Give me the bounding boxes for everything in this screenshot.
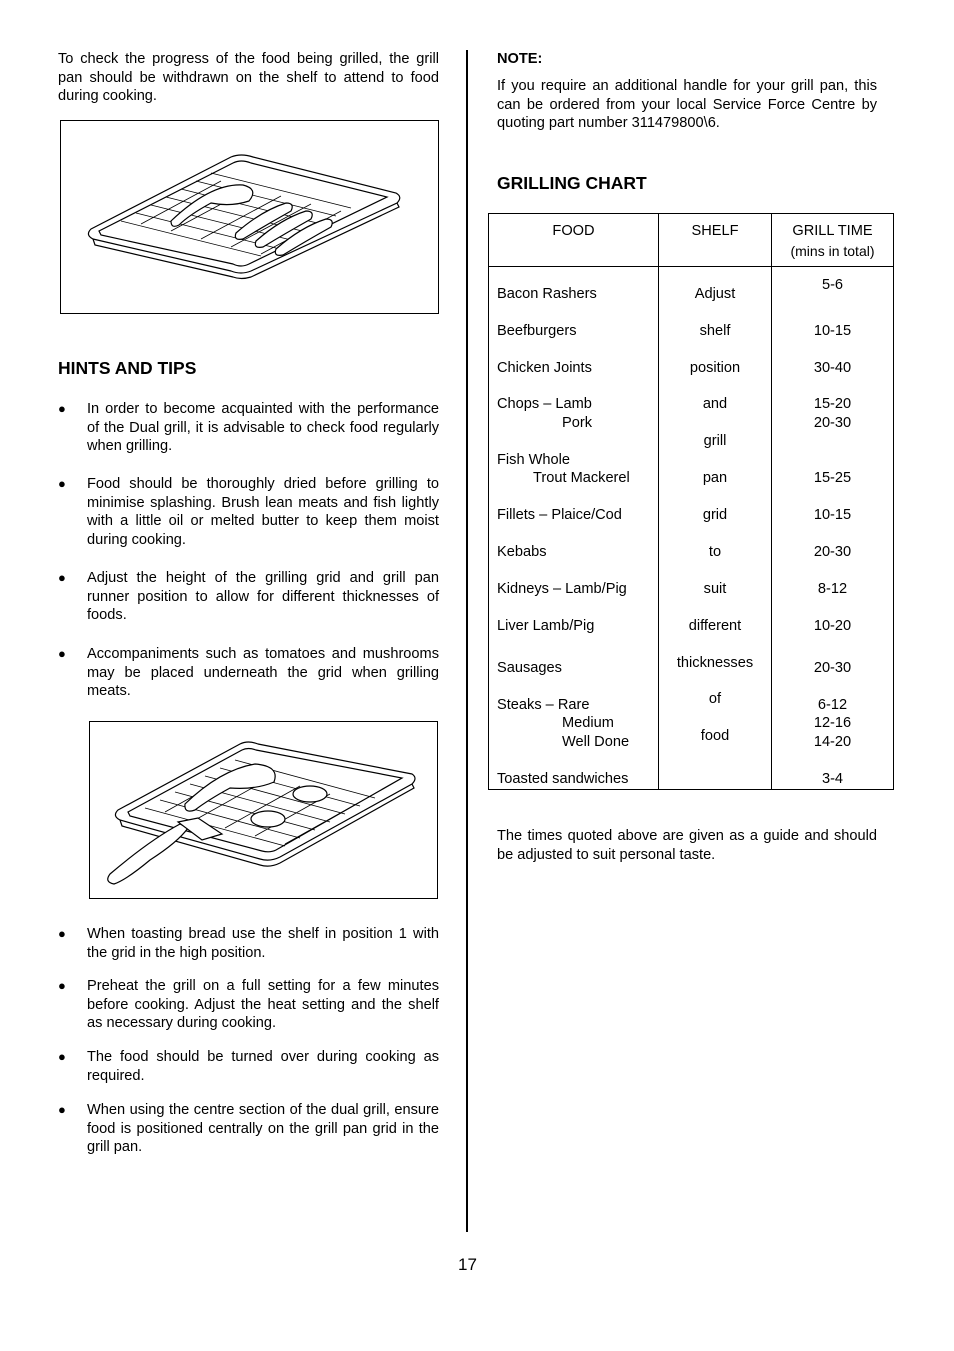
food-item: Well Done <box>562 734 630 750</box>
header-shelf-label: SHELF <box>691 223 739 239</box>
hint-text: When toasting bread use the shelf in position 1 with the grid in the high position. <box>87 926 439 961</box>
food-item: Bacon Rashers <box>497 286 597 302</box>
note-text: If you require an additional handle for your grill pan, this can be ordered from your local Service Force Centre by quoting part number 311479800\6. <box>497 78 877 131</box>
shelf-text: suit <box>703 581 727 597</box>
shelf-text: grid <box>702 507 728 523</box>
header-food <box>489 214 659 267</box>
time-value: 10-15 <box>813 507 852 523</box>
header-food-label: FOOD <box>552 223 595 239</box>
food-item: Sausages <box>497 660 562 676</box>
bullet-icon: ● <box>58 978 66 993</box>
time-value: 12-16 <box>813 715 852 731</box>
food-item: Fish Whole <box>497 452 570 468</box>
time-value: 20-30 <box>813 415 852 431</box>
food-item: Steaks – Rare <box>497 697 590 713</box>
grilling-chart-table <box>488 213 894 790</box>
hint-text: Accompaniments such as tomatoes and mushrooms may be placed underneath the grid when grilling meats. <box>87 646 439 699</box>
hint-text: The food should be turned over during cooking as required. <box>87 1049 439 1084</box>
time-value: 5-6 <box>821 277 844 293</box>
bullet-icon: ● <box>58 1049 66 1064</box>
grill-pan-drawing <box>61 121 438 313</box>
hint-text: Preheat the grill on a full setting for a few minutes before cooking. Adjust the heat setting and the shelf as necessary during cooking. <box>87 978 439 1031</box>
time-value: 10-15 <box>813 323 852 339</box>
food-column <box>489 267 659 790</box>
food-item: Fillets – Plaice/Cod <box>497 507 622 523</box>
time-value: 8-12 <box>817 581 848 597</box>
food-item: Toasted sandwiches <box>497 771 629 787</box>
note-label: NOTE: <box>497 51 543 67</box>
chart-footnote: The times quoted above are given as a guide and should be adjusted to suit personal taste. <box>497 828 877 863</box>
table-body-row <box>489 267 894 790</box>
time-value: 20-30 <box>813 544 852 560</box>
grill-pan-handle-illustration <box>89 721 438 899</box>
bullet-icon: ● <box>58 926 66 941</box>
bullet-icon: ● <box>58 476 66 491</box>
intro-paragraph: To check the progress of the food being grilled, the grill pan should be withdrawn on the shelf to attend to food during cooking. <box>58 51 439 104</box>
shelf-text: position <box>689 360 741 376</box>
food-item: Beefburgers <box>497 323 577 339</box>
time-value: 3-4 <box>821 771 844 787</box>
time-value: 15-25 <box>813 470 852 486</box>
time-value: 10-20 <box>813 618 852 634</box>
food-item: Medium <box>562 715 614 731</box>
shelf-text: thicknesses <box>676 655 754 671</box>
hint-text: Food should be thoroughly dried before grilling to minimise splashing. Brush lean meats and fish lightly with a little oil or melted butter to keep them moist during cooking. <box>87 476 439 548</box>
bullet-icon: ● <box>58 570 66 585</box>
grill-pan-handle-drawing <box>90 722 437 898</box>
shelf-text: and <box>702 396 728 412</box>
hint-text: In order to become acquainted with the performance of the Dual grill, it is advisable to check food regularly when grilling. <box>87 401 439 454</box>
time-value: 6-12 <box>817 697 848 713</box>
shelf-text: different <box>688 618 742 634</box>
time-value: 30-40 <box>813 360 852 376</box>
hints-title: HINTS AND TIPS <box>58 358 197 378</box>
time-value: 15-20 <box>813 396 852 412</box>
header-shelf <box>659 214 772 267</box>
grill-time-column <box>772 267 894 790</box>
header-time-label: GRILL TIME <box>792 223 873 239</box>
bullet-icon: ● <box>58 1102 66 1117</box>
header-time-sub-label: (mins in total) <box>790 242 875 259</box>
shelf-text: to <box>708 544 722 560</box>
hint-text: When using the centre section of the dual grill, ensure food is positioned centrally on the grill pan grid in the grill pan. <box>87 1102 439 1155</box>
column-divider <box>466 50 468 1232</box>
time-value: 14-20 <box>813 734 852 750</box>
grill-pan-illustration <box>60 120 439 314</box>
shelf-text: of <box>708 691 722 707</box>
food-item: Kidneys – Lamb/Pig <box>497 581 627 597</box>
hint-text: Adjust the height of the grilling grid and grill pan runner position to allow for different thicknesses of foods. <box>87 570 439 623</box>
chart-title: GRILLING CHART <box>497 173 647 193</box>
shelf-text: shelf <box>699 323 731 339</box>
time-value: 20-30 <box>813 660 852 676</box>
shelf-text: Adjust <box>694 286 736 302</box>
shelf-text: grill <box>703 433 727 449</box>
food-item: Chops – Lamb <box>497 396 592 412</box>
header-grill-time <box>772 214 894 267</box>
food-item: Trout Mackerel <box>533 470 630 486</box>
table-header-row <box>489 214 894 267</box>
page-number: 17 <box>458 1255 477 1274</box>
shelf-text: pan <box>702 470 728 486</box>
bullet-icon: ● <box>58 646 66 661</box>
food-item: Liver Lamb/Pig <box>497 618 595 634</box>
shelf-column <box>659 267 772 790</box>
shelf-text: food <box>700 728 730 744</box>
food-item: Chicken Joints <box>497 360 592 376</box>
food-item: Kebabs <box>497 544 547 560</box>
bullet-icon: ● <box>58 401 66 416</box>
food-item: Pork <box>562 415 593 431</box>
